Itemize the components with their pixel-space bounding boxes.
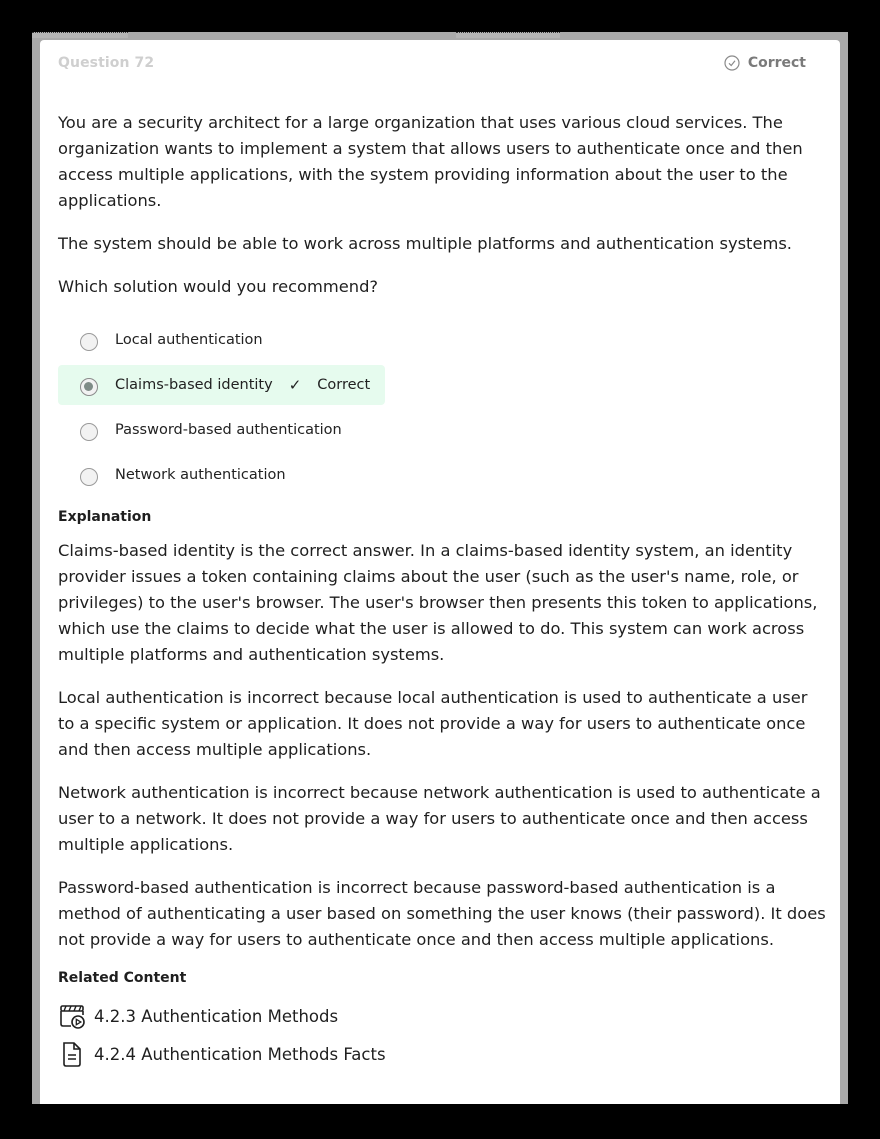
card-header (40, 40, 840, 86)
status-badge (724, 55, 806, 71)
question-number: Question 72 (58, 55, 155, 71)
radio-button[interactable] (80, 333, 98, 351)
option-claims-based-identity[interactable] (58, 365, 385, 405)
status-label: Correct (747, 55, 806, 71)
card-body (58, 110, 828, 1073)
answer-options (58, 320, 828, 495)
question-card (40, 40, 840, 1104)
related-content-heading: Related Content (58, 970, 187, 986)
top-strip-middle (456, 32, 560, 38)
explanation-heading: Explanation (58, 509, 152, 525)
option-label: Local authentication (115, 332, 263, 348)
modal-backdrop-frame (32, 32, 848, 1104)
checkmark-icon: ✓ (288, 376, 302, 394)
explanation-paragraph: Network authentication is incorrect because network authentication is used to authenticate a user to a network. It does not provide a way for users to authenticate once and then access multiple applications. (58, 783, 821, 854)
option-label: Network authentication (115, 467, 286, 483)
option-local-authentication[interactable] (58, 320, 385, 360)
question-paragraph: The system should be able to work across multiple platforms and authentication systems. (58, 234, 792, 253)
related-content-list (58, 997, 828, 1073)
radio-button[interactable] (80, 468, 98, 486)
video-icon (58, 1002, 86, 1030)
correct-label: Correct (317, 377, 371, 393)
option-label: Claims-based identity (115, 377, 273, 393)
question-prompt: Which solution would you recommend? (58, 277, 379, 296)
option-password-based-authentication[interactable] (58, 410, 385, 450)
check-circle-icon (724, 55, 740, 71)
option-network-authentication[interactable] (58, 455, 385, 495)
related-link-label: 4.2.4 Authentication Methods Facts (94, 1044, 386, 1064)
explanation-paragraph: Password-based authentication is incorrect because password-based authentication is a method of authenticating a user based on something the user knows (their password). It does not provide a way for users to authenticate once and then access multiple applications. (58, 878, 826, 949)
top-strip-left (32, 32, 128, 38)
document-icon (58, 1040, 86, 1068)
radio-button[interactable] (80, 423, 98, 441)
related-link-authentication-methods[interactable] (58, 997, 828, 1035)
option-label: Password-based authentication (115, 422, 342, 438)
related-link-label: 4.2.3 Authentication Methods (94, 1006, 339, 1026)
question-paragraph: You are a security architect for a large organization that uses various cloud services. The organization wants to implement a system that allows users to authenticate once and then access multiple applications, with the system providing information about the user to the applications. (58, 113, 803, 210)
explanation-paragraph: Local authentication is incorrect because local authentication is used to authenticate a user to a specific system or application. It does not provide a way for users to authenticate once and then access multiple applications. (58, 688, 808, 759)
radio-button-selected[interactable] (80, 378, 98, 396)
related-link-authentication-methods-facts[interactable] (58, 1035, 828, 1073)
explanation-paragraph: Claims-based identity is the correct answer. In a claims-based identity system, an identity provider issues a token containing claims about the user (such as the user's name, role, or privileges) to the user's browser. The user's browser then presents this token to applications, which use the claims to decide what the user is allowed to do. This system can work across multiple platforms and authentication systems. (58, 541, 818, 664)
